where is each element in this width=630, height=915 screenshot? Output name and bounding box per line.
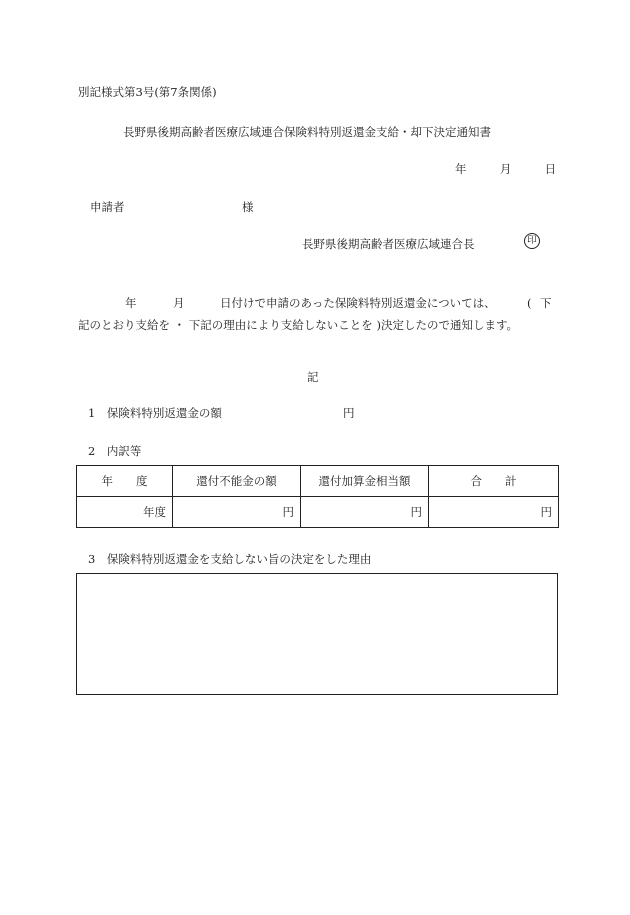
body-month-label: 月 — [173, 296, 185, 310]
body-paren-open: ( — [527, 296, 532, 310]
body-option-start: 下 — [540, 296, 552, 310]
header-fiscal-year: 年 度 — [77, 466, 173, 497]
issue-date — [455, 161, 556, 177]
item-1-unit: 円 — [343, 406, 355, 420]
date-month-label: 月 — [499, 162, 512, 176]
ki-heading: 記 — [307, 370, 319, 384]
table-row — [77, 497, 559, 528]
cell-total: 円 — [429, 497, 559, 528]
cell-unrefundable-amount: 円 — [173, 497, 301, 528]
item-1-amount — [88, 405, 355, 421]
form-number: 別記様式第3号(第7条関係) — [78, 85, 217, 99]
document-title: 長野県後期高齢者医療広域連合保険料特別返還金支給・却下決定通知書 — [123, 125, 491, 139]
header-unrefundable-amount: 還付不能金の額 — [173, 466, 301, 497]
cell-fiscal-year: 年度 — [77, 497, 173, 528]
item-1-label: 1 保険料特別返還金の額 — [88, 406, 222, 420]
item-2-label: 2 内訳等 — [88, 444, 142, 458]
header-total: 合 計 — [429, 466, 559, 497]
table-header-row — [77, 466, 559, 497]
issuer-name: 長野県後期高齢者医療広域連合長 — [302, 237, 475, 251]
cell-additional-refund-amount: 円 — [301, 497, 429, 528]
date-day-label: 日 — [544, 162, 557, 176]
item-3-label: 3 保険料特別返還金を支給しない旨の決定をした理由 — [88, 552, 372, 566]
reason-box — [76, 573, 558, 695]
body-year-label: 年 — [125, 296, 137, 310]
body-line-2: 記のとおり支給を ・ 下記の理由により支給しないことを )決定したので通知します。 — [78, 318, 519, 332]
header-additional-refund-amount: 還付加算金相当額 — [301, 466, 429, 497]
notice-body — [78, 292, 552, 336]
breakdown-table — [76, 465, 559, 528]
applicant-label: 申請者 — [90, 200, 125, 214]
body-line-1: 日付けで申請のあった保険料特別返還金については、 — [220, 296, 496, 310]
applicant-honorific: 様 — [242, 200, 254, 214]
seal-mark: 印 — [524, 233, 540, 249]
applicant-line — [90, 199, 254, 215]
date-year-label: 年 — [455, 162, 467, 176]
